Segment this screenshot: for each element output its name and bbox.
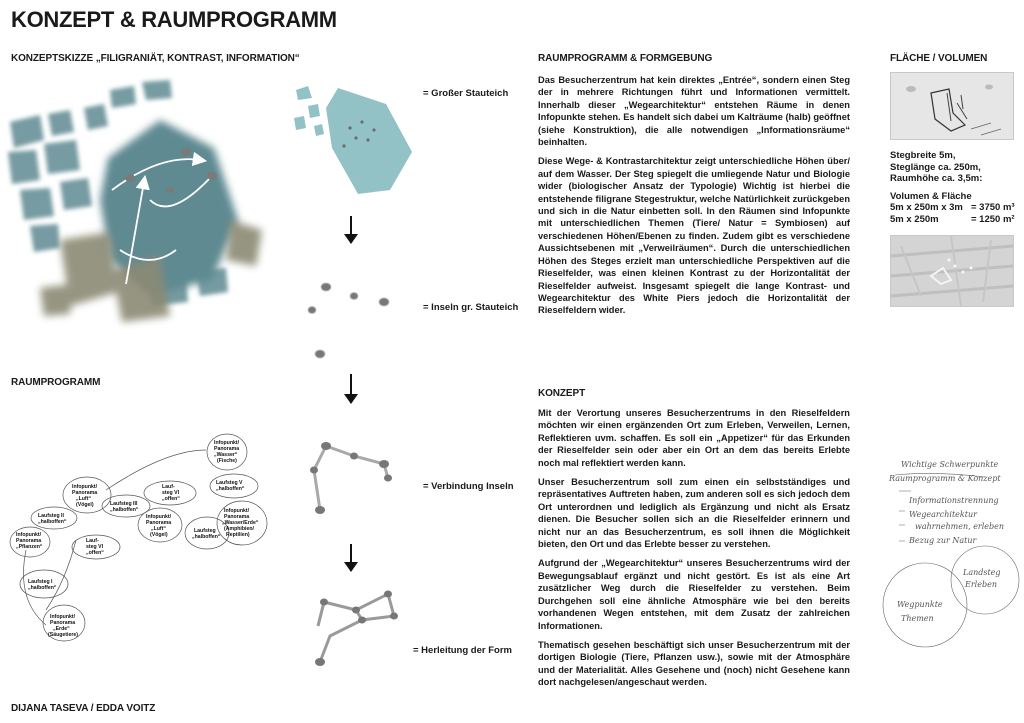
svg-text:Laufsteg III: Laufsteg III	[110, 501, 138, 507]
svg-text:Infopunkt/: Infopunkt/	[72, 484, 98, 490]
svg-text:Infopunkt/: Infopunkt/	[146, 514, 172, 520]
svg-text:Panorama: Panorama	[214, 446, 240, 452]
svg-text:Wegearchitektur: Wegearchitektur	[909, 510, 977, 519]
svg-text:Laufsteg: Laufsteg	[194, 528, 216, 534]
sketch-patch	[20, 188, 54, 220]
raumprogramm-heading: RAUMPROGRAMM	[11, 377, 101, 388]
svg-text:(Säugetiere): (Säugetiere)	[48, 632, 78, 638]
authors: DIJANA TASEVA / EDDA VOITZ	[11, 703, 156, 714]
pond-fragment	[308, 104, 320, 118]
sketch-olive-shape	[226, 220, 262, 266]
section2-heading: KONZEPT	[538, 388, 586, 399]
sketch-patch	[110, 86, 136, 108]
svg-text:Laufsteg II: Laufsteg II	[38, 513, 64, 519]
svg-text:„offen“: „offen“	[86, 550, 104, 556]
svg-text:steg VI: steg VI	[86, 544, 104, 550]
svg-text:Infopunkt/: Infopunkt/	[214, 440, 240, 446]
concept-sketch-heading: KONZEPTSKIZZE „FILIGRANIÄT, KONTRAST, INFORMATION“	[11, 53, 300, 64]
svg-text:Wegpunkte: Wegpunkte	[897, 600, 943, 609]
svg-text:Reptilien): Reptilien)	[226, 532, 250, 538]
pond-fragment	[296, 86, 312, 100]
calc-row: 5m x 250m = 1250 m²	[890, 213, 1015, 225]
svg-text:(Amphibien/: (Amphibien/	[224, 526, 254, 532]
section1-paragraph: Diese Wege- & Kontrastarchitektur zeigt unterschiedliche Höhen über/ auf dem Wasser. Der Steg spiegelt die umliegende Natur und Biologie wider (biologischer Ansatz der Typologie) Wichtig ist hierbei die entstehende filigrane Stegestruktur, welche Natürlichkeit zurückgeben und sich in die Natur einbetten soll. In den Räumen sind Infopunkte mit unterschiedlichen Themen (Tiere/ Natur = Symbiosen) auf verschiedenen Höhen/Ebenen zu finden. Zudem gibt es verschiedene Aussichtsebenen mit „Verweilräumen“. Durch die unterschiedlichen Höhen des Steges erzielt man unterschiedliche Perspektiven auf die Rieselfelder, was einen kleinen Kontrast zu der Horizontalität der Rieselfelder aufweist. Insgesamt spiegelt die lange Kontrast- und Wegearchitektur des White Piers jedoch die Horizontalität der Rieselfeldern wider.	[538, 156, 850, 316]
svg-text:Laufsteg I: Laufsteg I	[28, 579, 53, 585]
dimension-line: Raumhöhe ca. 3,5m:	[890, 173, 983, 185]
svg-text:Themen: Themen	[901, 614, 934, 623]
sketch-patch	[60, 178, 92, 210]
pond-fragment	[294, 116, 306, 130]
page-title: KONZEPT & RAUMPROGRAMM	[11, 7, 337, 32]
section1-heading: RAUMPROGRAMM & FORMGEBUNG	[538, 53, 713, 64]
sketch-olive-shape	[40, 284, 72, 316]
section-raumprogramm-formgebung	[538, 53, 850, 324]
sketch-patch	[30, 224, 60, 252]
svg-text:„Erde“: „Erde“	[53, 626, 70, 632]
dimension-line: Steglänge ca. 250m,	[890, 161, 981, 173]
sketch-patch	[44, 140, 80, 174]
sketch-patch	[10, 115, 44, 148]
svg-text:Lauf-: Lauf-	[162, 484, 175, 490]
svg-text:Panorama: Panorama	[146, 520, 172, 526]
dimensions	[890, 150, 1015, 226]
svg-text:„Wasser/Erde“: „Wasser/Erde“	[222, 520, 259, 526]
section-konzept	[538, 388, 850, 696]
step-label-pond: = Großer Stauteich	[423, 88, 509, 99]
svg-text:Erleben: Erleben	[965, 580, 997, 589]
section1-paragraph: Das Besucherzentrum hat kein direktes „Entrée“, sondern einen Steg der in mehrere Richtungen führt und Informationen vermittelt. Innerhalb dieser „Wegearchitektur“ entstehen Räume in denen Infopunkte stehen. Es handelt sich dabei um Kalträume (halb) geöffnet (siehe Konstruktion), die alle notwendigen „Informationsräume“ beinhalten.	[538, 75, 850, 148]
raumprogramm-diagram	[6, 430, 276, 650]
svg-text:„offen“: „offen“	[162, 496, 180, 502]
sketch-patch	[8, 150, 40, 184]
arrow-down-icon	[344, 374, 358, 404]
svg-text:Panorama: Panorama	[72, 490, 98, 496]
sketch-patch	[84, 104, 108, 130]
svg-text:„Luft“: „Luft“	[151, 526, 166, 532]
svg-text:„halboffen“: „halboffen“	[38, 519, 67, 525]
svg-text:Wichtige Schwerpunkte: Wichtige Schwerpunkte	[901, 460, 999, 469]
sketch-patch	[48, 110, 74, 136]
svg-text:Panorama: Panorama	[50, 620, 76, 626]
svg-text:Infopunkt/: Infopunkt/	[50, 614, 76, 620]
svg-text:Panorama: Panorama	[16, 538, 42, 544]
svg-text:„halboffen“: „halboffen“	[28, 585, 57, 591]
model-photo-2	[890, 235, 1014, 307]
concept-sketch	[0, 70, 275, 335]
pond-fragment	[314, 124, 324, 136]
svg-text:(Vögel): (Vögel)	[150, 532, 168, 538]
calc-row: 5m x 250m x 3m = 3750 m³	[890, 202, 1015, 214]
sketch-patch	[142, 80, 172, 100]
model-photo-1	[890, 72, 1014, 140]
svg-text:Panorama: Panorama	[224, 514, 250, 520]
svg-text:Infopunkt/: Infopunkt/	[16, 532, 42, 538]
svg-text:„Wasser“: „Wasser“	[214, 452, 238, 458]
svg-text:Bezug zur Natur: Bezug zur Natur	[909, 536, 977, 545]
dimension-line: Stegbreite 5m,	[890, 150, 956, 161]
svg-text:„Luft“: „Luft“	[76, 496, 91, 502]
arrow-down-icon	[344, 544, 358, 572]
section2-paragraph: Unser Besucherzentrum soll zum einen ein selbstständiges und repräsentatives Auftreten haben, zum anderen soll es sich jedoch dem Ort unterordnen und lediglich als Ergänzung und nicht als Ersatz dienen. Die Besucher sollen sich an die Rieselfelder erinnern und nicht nur an das Besucherzentrum, es soll ihnen die Möglichkeit bieten, den Ort und das Erlebte besser zu verstehen.	[538, 477, 850, 550]
step-label-connection: = Verbindung Inseln	[423, 481, 514, 492]
svg-text:Laufsteg V: Laufsteg V	[216, 480, 243, 486]
svg-text:Landsteg: Landsteg	[963, 568, 1001, 577]
svg-text:„Pflanzen“: „Pflanzen“	[16, 544, 43, 550]
flaeche-volumen-heading: FLÄCHE / VOLUMEN	[890, 53, 988, 64]
step-label-islands: = Inseln gr. Stauteich	[423, 302, 519, 313]
section2-paragraph: Mit der Verortung unseres Besucherzentrums in den Rieselfeldern möchten wir einen ergänzenden Ort zum Erleben, Verweilen, Lernen, Reflektieren uvm. schaffen. Es soll ein „Appetizer“ für das Erkunden der Rieselfelder sein oder aber ein Ort an dem das bereits Erlebte noch mal reflektiert werden kann.	[538, 408, 850, 468]
svg-text:Raumprogramm & Konzept: Raumprogramm & Konzept	[889, 474, 1001, 483]
step-label-form: = Herleitung der Form	[413, 645, 512, 656]
section2-paragraph: Aufgrund der „Wegearchitektur“ unseres Besucherzentrums wird der Bewegungsablauf ergänzt und nicht gestört. Es ist als eine Art zusätzlicher Weg durch die Rieselfelder zu verstehen. Beim Durchgehen soll eine ähnliche Atmosphäre wie bei den bereits vorhandenen Wegen entstehen, mit dem Zusatz der zahlreichen Informationen.	[538, 558, 850, 631]
form-derivation	[290, 78, 420, 698]
section2-paragraph: Thematisch gesehen beschäftigt sich unser Besucherzentrum mit der dortigen Biologie (Tiere, Pflanzen usw.), sowie mit der Atmosphäre und der Materialität. Alles Gesehene und (noch) nicht Gesehene kann dort nachgelesen/angeschaut werden.	[538, 639, 850, 688]
svg-text:(Vögel): (Vögel)	[76, 502, 94, 508]
handwritten-notes	[875, 445, 1024, 655]
svg-text:„halboffen“: „halboffen“	[216, 486, 245, 492]
arrow-down-icon	[344, 216, 358, 244]
svg-text:„halboffen“: „halboffen“	[110, 507, 139, 513]
svg-text:Lauf-: Lauf-	[86, 538, 99, 544]
svg-text:steg VI: steg VI	[162, 490, 180, 496]
svg-text:(Fische): (Fische)	[217, 458, 237, 464]
svg-text:wahrnehmen, erleben: wahrnehmen, erleben	[915, 522, 1005, 531]
volume-heading: Volumen & Fläche	[890, 190, 972, 202]
svg-text:Informationstrennung: Informationstrennung	[909, 496, 999, 505]
svg-text:Infopunkt/: Infopunkt/	[224, 508, 250, 514]
svg-text:„halboffen“: „halboffen“	[192, 534, 221, 540]
